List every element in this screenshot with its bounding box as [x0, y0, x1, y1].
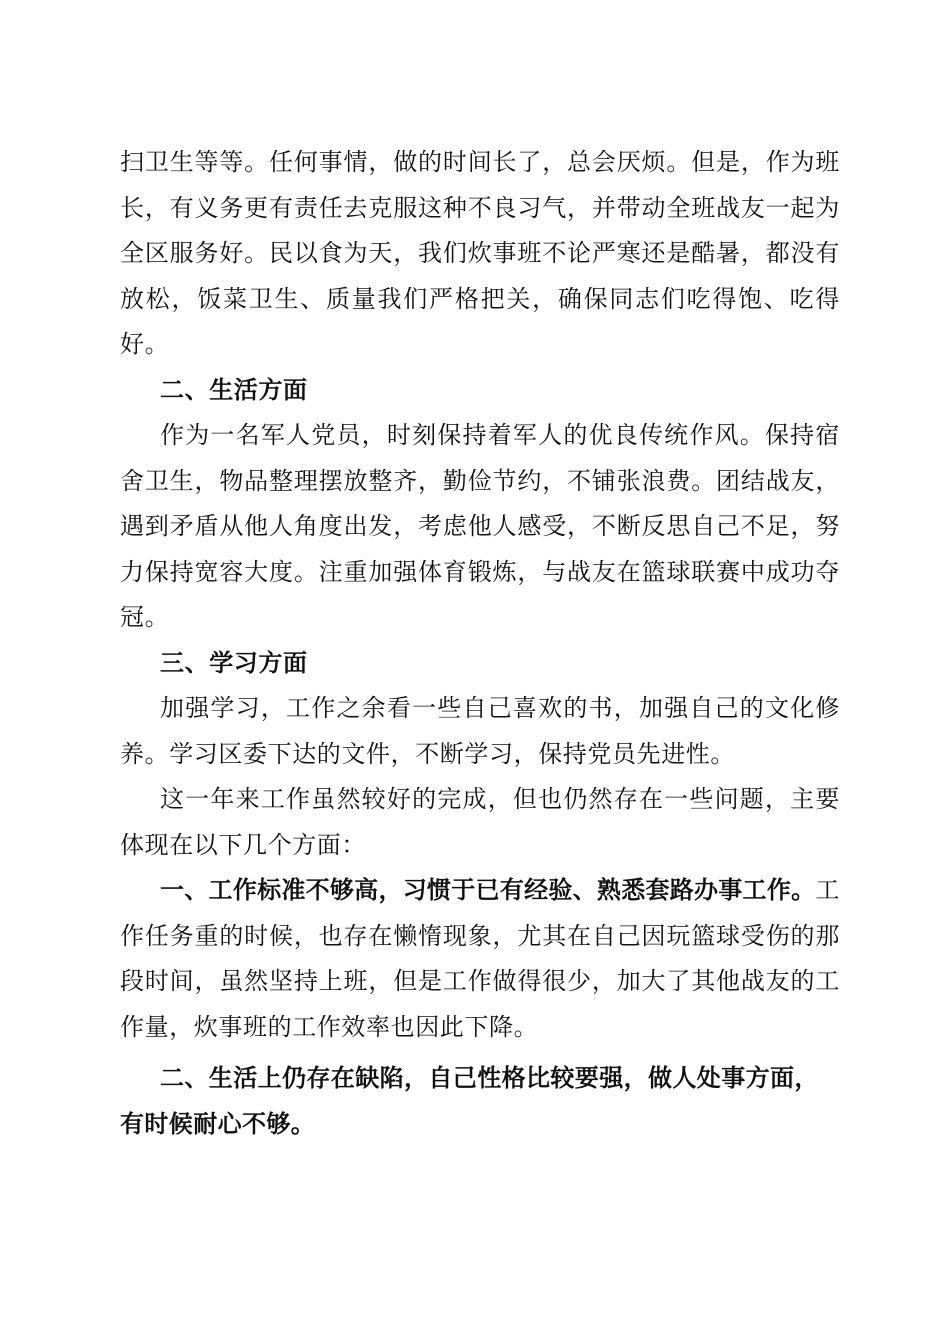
issue-one-title: 一、工作标准不够高，习惯于已有经验、熟悉套路办事工作。 [160, 876, 816, 904]
paragraph-work-continued: 扫卫生等等。任何事情，做的时间长了，总会厌烦。但是，作为班长，有义务更有责任去克服这种不良习气，并带动全班战友一起为全区服务好。民以食为天，我们炊事班不论严寒还是酷暑，都没有放松，饭菜卫生、质量我们严格把关，确保同志们吃得饱、吃得好。 [120, 148, 840, 358]
paragraph-study: 加强学习，工作之余看一些自己喜欢的书，加强自己的文化修养。学习区委下达的文件，不断学习，保持党员先进性。 [120, 694, 840, 768]
document-body [120, 140, 840, 1147]
section-heading-life: 二、生活方面 [160, 375, 308, 404]
section-heading-study: 三、学习方面 [160, 648, 308, 677]
paragraph-problems-intro: 这一年来工作虽然较好的完成，但也仍然存在一些问题，主要体现在以下几个方面： [120, 785, 840, 859]
paragraph-issue-one [120, 868, 840, 1050]
paragraph-issue-two: 二、生活上仍存在缺陷，自己性格比较要强，做人处事方面，有时候耐心不够。 [120, 1064, 819, 1138]
paragraph-life: 作为一名军人党员，时刻保持着军人的优良传统作风。保持宿舍卫生，物品整理摆放整齐，勤俭节约，不铺张浪费。团结战友，遇到矛盾从他人角度出发，考虑他人感受，不断反思自己不足，努力保持宽容大度。注重加强体育锻炼，与战友在篮球联赛中成功夺冠。 [120, 421, 840, 631]
issue-one-text: 工作任务重的时候，也存在懒惰现象，尤其在自己因玩篮球受伤的那段时间，虽然坚持上班，但是工作做得很少，加大了其他战友的工作量，炊事班的工作效率也因此下降。 [120, 876, 840, 1041]
